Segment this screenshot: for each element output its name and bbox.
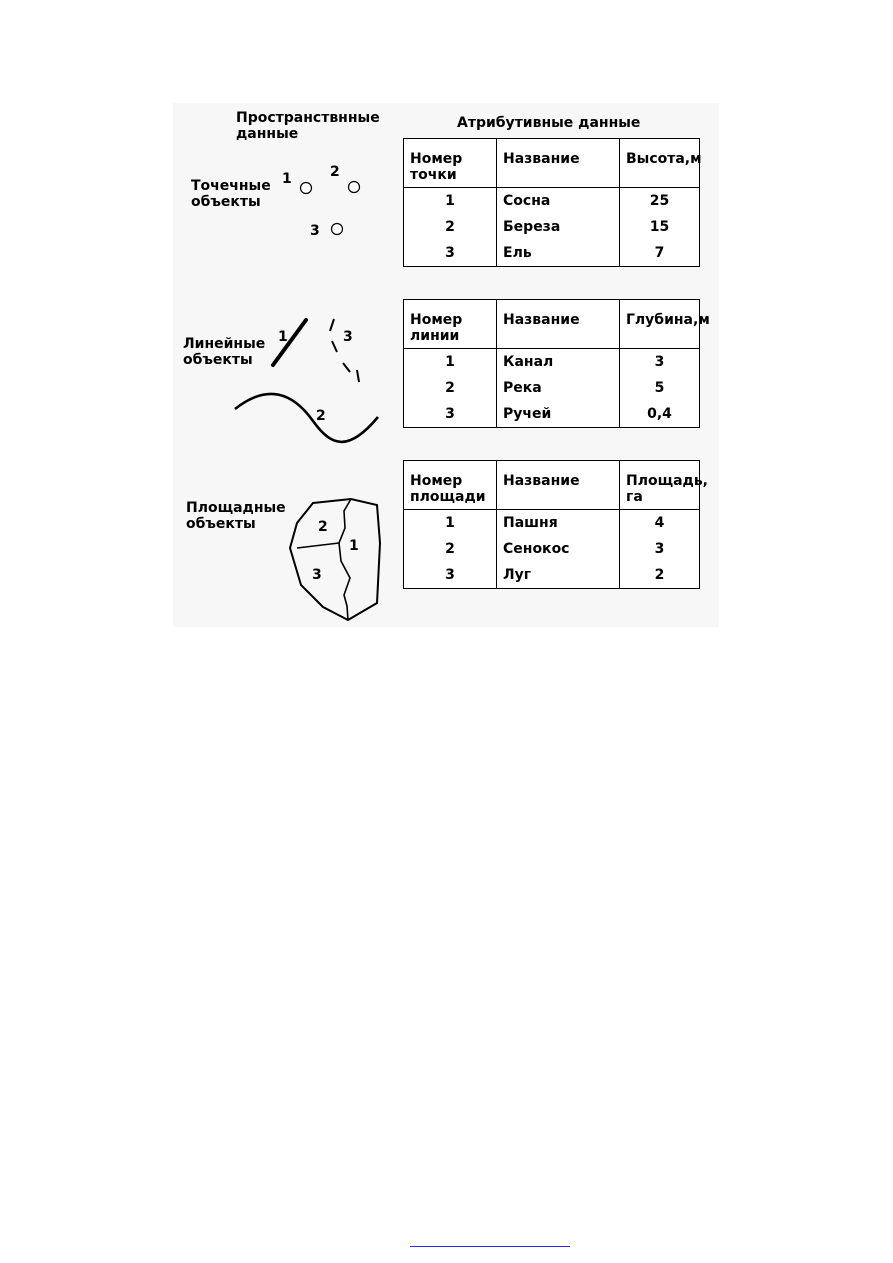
line-stream	[330, 319, 359, 382]
table-cell: Река	[497, 375, 620, 401]
spatial-data-header: Пространствнные данные	[236, 110, 380, 142]
area-table-col-area: Площадь, га	[620, 461, 700, 510]
point-marker-1: 1	[282, 171, 292, 187]
gis-data-model-figure	[173, 103, 719, 627]
table-cell: 5	[620, 375, 700, 401]
table-cell: 3	[404, 562, 497, 589]
table-cell: 1	[404, 510, 497, 537]
area-marker-1: 1	[349, 538, 359, 554]
line-table-col-number: Номер линии	[404, 300, 497, 349]
area-marker-3: 3	[312, 567, 322, 583]
line-attributes-table	[403, 299, 710, 428]
table-cell: 7	[620, 240, 700, 267]
table-cell: Сенокос	[497, 536, 620, 562]
area-marker-2: 2	[318, 519, 328, 535]
table-cell: 2	[404, 375, 497, 401]
area-outline	[290, 499, 380, 620]
table-row	[404, 562, 700, 589]
table-cell: 1	[404, 188, 497, 215]
line-table-col-depth: Глубина,м	[620, 300, 700, 349]
point-circle-1	[301, 183, 312, 194]
line-canal	[273, 320, 306, 365]
table-cell: 4	[620, 510, 700, 537]
table-cell: Ручей	[497, 401, 620, 428]
footer-link-underline[interactable]	[410, 1246, 570, 1247]
area-attributes-table	[403, 460, 708, 589]
point-attributes-table	[403, 138, 700, 267]
table-cell: Сосна	[497, 188, 620, 215]
area-boundary-1	[339, 499, 351, 620]
area-objects-label: Площадные объекты	[186, 500, 286, 532]
table-row	[404, 375, 700, 401]
point-marker-3: 3	[310, 223, 320, 239]
point-circle-3	[332, 224, 343, 235]
line-objects-label: Линейные объекты	[183, 336, 266, 368]
line-marker-2: 2	[316, 408, 326, 424]
table-row	[404, 401, 700, 428]
point-table-col-number: Номер точки	[404, 139, 497, 188]
point-circle-2	[349, 182, 360, 193]
table-cell: Пашня	[497, 510, 620, 537]
area-table-col-name: Название	[497, 461, 620, 510]
table-cell: 2	[620, 562, 700, 589]
line-marker-1: 1	[278, 329, 288, 345]
table-cell: 3	[404, 401, 497, 428]
table-cell: 3	[620, 536, 700, 562]
line-river	[235, 394, 378, 442]
point-table-col-name: Название	[497, 139, 620, 188]
attribute-data-header: Атрибутивные данные	[457, 115, 641, 131]
table-cell: 2	[404, 214, 497, 240]
line-table-col-name: Название	[497, 300, 620, 349]
point-marker-2: 2	[330, 164, 340, 180]
point-objects-label: Точечные объекты	[191, 178, 271, 210]
table-row	[404, 214, 700, 240]
point-table-col-height: Высота,м	[620, 139, 700, 188]
table-cell: Луг	[497, 562, 620, 589]
table-cell: 15	[620, 214, 700, 240]
table-cell: Канал	[497, 349, 620, 376]
table-cell: Ель	[497, 240, 620, 267]
line-marker-3: 3	[343, 329, 353, 345]
table-cell: 2	[404, 536, 497, 562]
table-cell: 3	[620, 349, 700, 376]
table-row	[404, 510, 700, 537]
table-cell: Береза	[497, 214, 620, 240]
table-cell: 0,4	[620, 401, 700, 428]
table-row	[404, 349, 700, 376]
table-cell: 1	[404, 349, 497, 376]
area-boundary-2-3	[297, 543, 339, 548]
table-row	[404, 240, 700, 267]
table-cell: 3	[404, 240, 497, 267]
table-cell: 25	[620, 188, 700, 215]
table-row	[404, 188, 700, 215]
area-table-col-number: Номер площади	[404, 461, 497, 510]
table-row	[404, 536, 700, 562]
